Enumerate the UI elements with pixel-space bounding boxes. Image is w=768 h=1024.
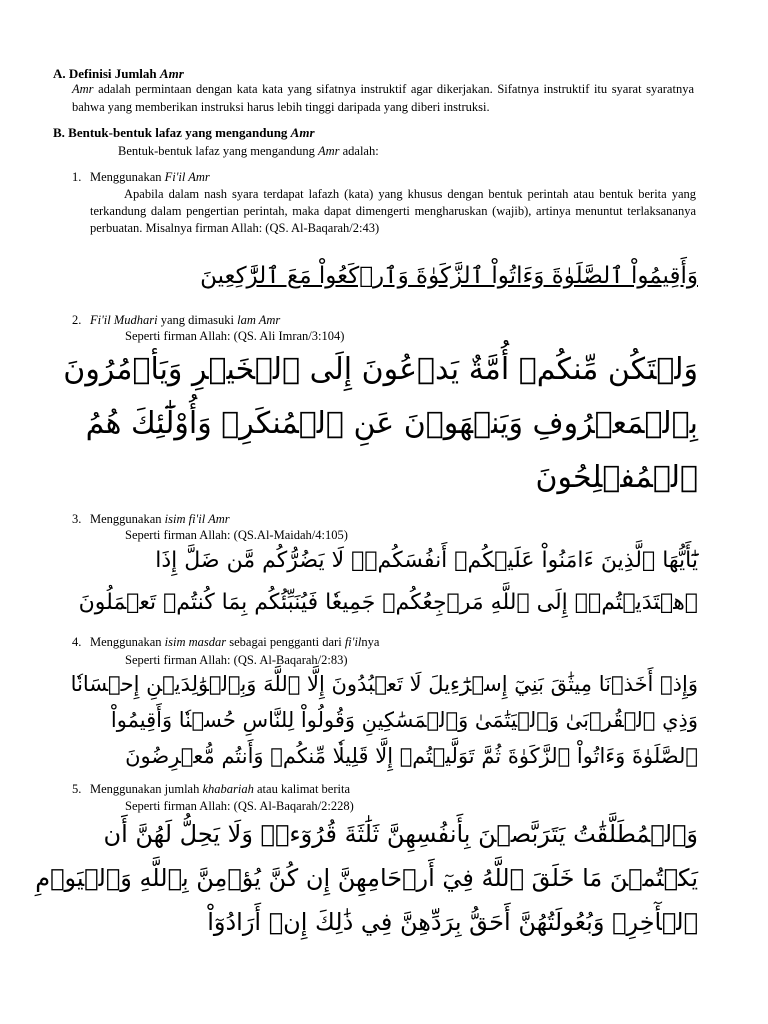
item-4-heading-text: Menggunakan [90, 635, 165, 649]
item-1-arabic-verse [100, 258, 698, 294]
arabic-line: وَٱلۡمُطَلَّقَٰتُ يَتَرَبَّصۡنَ بِأَنفُسِهِنَّ ثَلَٰثَةَ قُرُوٓءٖۚ وَلَا يَحِلُّ لَهُنَّ أَن [103, 820, 698, 848]
arabic-line: وَلۡتَكُن مِّنكُمۡ أُمَّةٌ يَدۡعُونَ إِلَى ٱلۡخَيۡرِ وَيَأۡمُرُونَ [63, 352, 698, 387]
arabic-line: ٱلصَّلَوٰةَ وَءَاتُواْ ٱلزَّكَوٰةَ ثُمَّ تَوَلَّيۡتُمۡ إِلَّا قَلِيلٗا مِّنكُمۡ وَأَنتُم مُّعۡرِضُونَ [125, 744, 698, 768]
item-5-heading-emphasis: khabariah [202, 782, 254, 796]
item-4-number: 4. [72, 635, 82, 649]
item-5-heading-text: Menggunakan jumlah [90, 782, 203, 796]
section-b-title [53, 125, 315, 141]
item-3-heading [72, 511, 230, 527]
item-1-number: 1. [72, 170, 82, 184]
item-4-heading [72, 634, 379, 650]
item-3-reference: Seperti firman Allah: (QS.Al-Maidah/4:105) [125, 528, 348, 542]
item-2-heading-emphasis: Fi'il Mudhari [90, 313, 158, 327]
arabic-line: وَذِي ٱلۡقُرۡبَىٰ وَٱلۡيَتَٰمَىٰ وَٱلۡمَسَٰكِينِ وَقُولُواْ لِلنَّاسِ حُسۡنٗا وَأَقِيمُواْ [110, 708, 698, 732]
section-a-paragraph-text: adalah permintaan dengan kata kata yang sifatnya instruktif agar dikerjakan. Sifatnya instruktif itu syarat syaratnya bahwa yang memberikan instruksi harus lebih tinggi daripada yang diberi instruksi. [72, 82, 694, 114]
item-3-heading-text: Menggunakan [90, 512, 165, 526]
arabic-line: يَكۡتُمۡنَ مَا خَلَقَ ٱللَّهُ فِيٓ أَرۡحَامِهِنَّ إِن كُنَّ يُؤۡمِنَّ بِٱللَّهِ وَٱلۡيَوۡمِ [35, 864, 698, 892]
item-2-heading-emphasis-2: lam Amr [237, 313, 281, 327]
item-4-arabic-verse [70, 666, 698, 774]
item-5-arabic-verse [35, 812, 698, 944]
item-4-heading-text-3: nya [361, 635, 380, 649]
arabic-line: بِٱلۡمَعۡرُوفِ وَيَنۡهَوۡنَ عَنِ ٱلۡمُنكَرِۚ وَأُوْلَٰٓئِكَ هُمُ [85, 406, 698, 441]
item-1-heading [72, 169, 210, 185]
section-b-intro [118, 143, 379, 159]
section-b-intro-text: Bentuk-bentuk lafaz yang mengandung [118, 144, 318, 158]
arabic-line: ٱلۡأٓخِرِۚ وَبُعُولَتُهُنَّ أَحَقُّ بِرَدِّهِنَّ فِي ذَٰلِكَ إِنۡ أَرَادُوٓاْ [207, 908, 698, 936]
item-2-heading-text: yang dimasuki [157, 313, 238, 327]
section-b-intro-end: adalah: [339, 144, 379, 158]
arabic-line: وَأَقِيمُواْ ٱلصَّلَوٰةَ وَءَاتُواْ ٱلزَّكَوٰةَ وَٱرۡكَعُواْ مَعَ ٱلرَّٰكِعِينَ [200, 263, 698, 289]
section-a-paragraph [72, 80, 694, 116]
item-4-reference: Seperti firman Allah: (QS. Al-Baqarah/2:83) [125, 653, 348, 667]
arabic-line: ٱهۡتَدَيۡتُمۡۚ إِلَى ٱللَّهِ مَرۡجِعُكُمۡ جَمِيعٗا فَيُنَبِّئُكُم بِمَا كُنتُمۡ تَعۡمَلُونَ [78, 590, 698, 615]
item-2-arabic-verse [63, 343, 698, 505]
section-a-title-text: A. Definisi Jumlah [53, 66, 160, 81]
item-5-number: 5. [72, 782, 82, 796]
item-3-heading-emphasis: isim fi'il Amr [164, 512, 230, 526]
item-1-paragraph: Apabila dalam nash syara terdapat lafazh (kata) yang khusus dengan bentuk perintah atau bentuk berita yang terkandung dalam pengertian perintah, maka dapat dimengerti mengharuskan (wajib), artinya menuntut terlaksananya perbuatan. Misalnya firman Allah: (QS. Al-Baqarah/2:43) [90, 187, 696, 235]
item-4-heading-emphasis-2: fi'il [344, 635, 362, 649]
item-2-reference: Seperti firman Allah: (QS. Ali Imran/3:104) [125, 329, 345, 343]
section-b-intro-emphasis: Amr [317, 144, 340, 158]
section-a-paragraph-emphasis: Amr [72, 82, 94, 96]
item-3-number: 3. [72, 512, 82, 526]
item-3-arabic-verse [78, 540, 698, 624]
arabic-line: ٱلۡمُفۡلِحُونَ [535, 460, 698, 495]
item-5-heading-text-2: atau kalimat berita [253, 782, 351, 796]
item-2-heading [72, 312, 280, 328]
item-5-reference: Seperti firman Allah: (QS. Al-Baqarah/2:228) [125, 799, 354, 813]
item-1-heading-text: Menggunakan [90, 170, 165, 184]
item-2-number: 2. [72, 313, 82, 327]
section-a-title-emphasis: Amr [159, 66, 184, 81]
section-b-title-text: B. Bentuk-bentuk lafaz yang mengandung [53, 125, 291, 140]
section-b-title-emphasis: Amr [290, 125, 315, 140]
item-1-heading-emphasis: Fi'il Amr [164, 170, 210, 184]
arabic-line: يَٰٓأَيُّهَا ٱلَّذِينَ ءَامَنُواْ عَلَيۡكُمۡ أَنفُسَكُمۡۖ لَا يَضُرُّكُم مَّن ضَلَّ إِذَا [155, 548, 698, 573]
item-5-heading [72, 781, 350, 797]
item-4-heading-text-2: sebagai pengganti dari [226, 635, 345, 649]
arabic-line: وَإِذۡ أَخَذۡنَا مِيثَٰقَ بَنِيٓ إِسۡرَٰٓءِيلَ لَا تَعۡبُدُونَ إِلَّا ٱللَّهَ وَبِٱلۡوَٰلِدَيۡنِ إِحۡسَانٗا [70, 672, 698, 696]
item-4-heading-emphasis: isim masdar [164, 635, 227, 649]
